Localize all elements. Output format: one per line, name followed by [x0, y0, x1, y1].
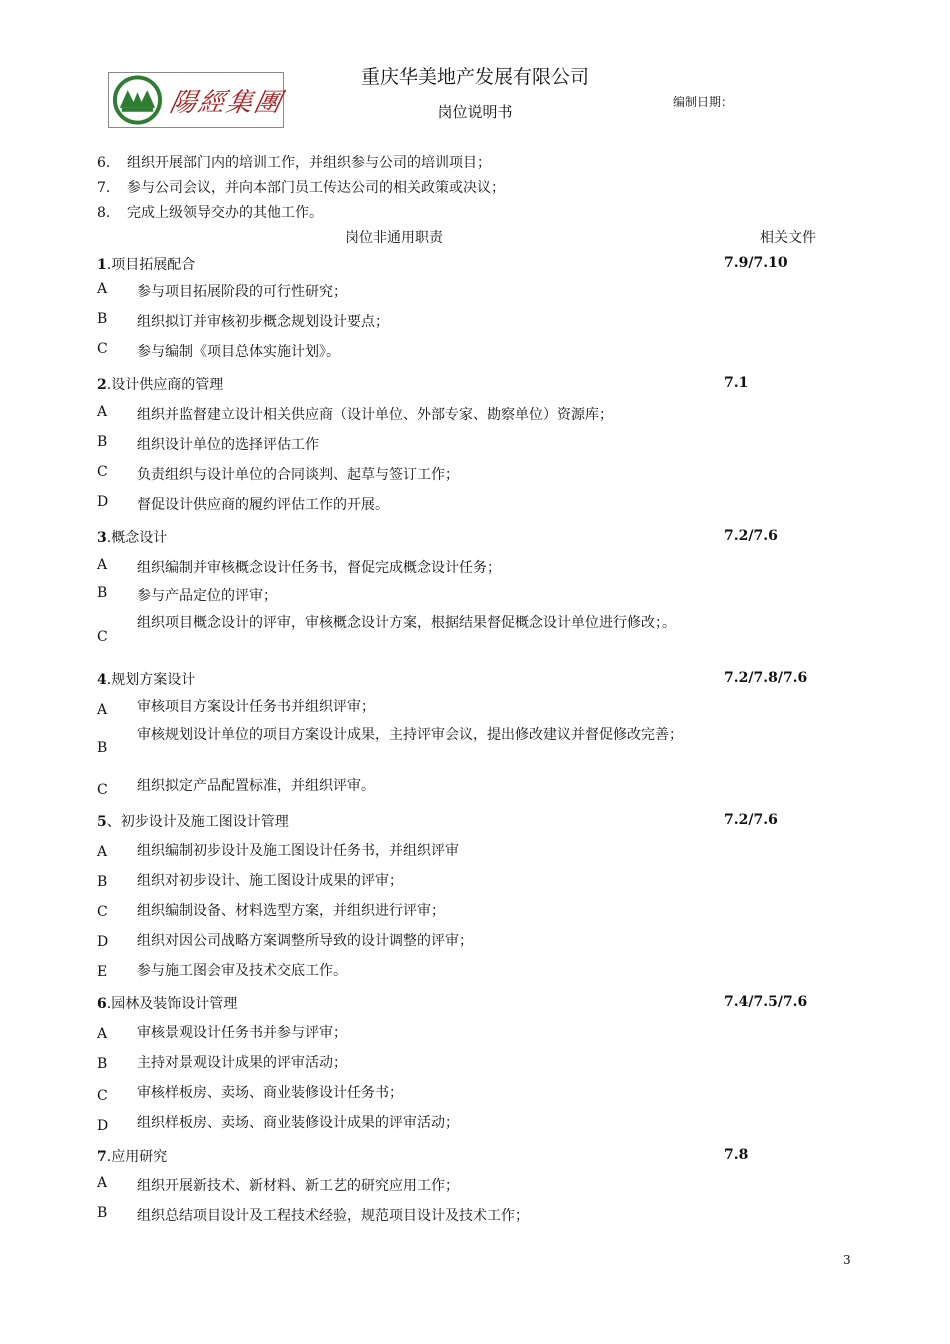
section-heading: 7.应用研究 — [97, 1149, 168, 1165]
section-reference: 7.2/7.6 — [724, 812, 778, 828]
section-heading: 1.项目拓展配合 — [97, 257, 196, 273]
general-item: 8. 完成上级领导交办的其他工作。 — [97, 205, 323, 221]
page-number: 3 — [843, 1253, 851, 1267]
general-item: 7. 参与公司会议，并向本部门员工传达公司的相关政策或决议； — [97, 180, 505, 196]
column-header-duties: 岗位非通用职责 — [345, 230, 443, 246]
section-heading: 6.园林及装饰设计管理 — [97, 996, 238, 1012]
section-heading: 3.概念设计 — [97, 530, 168, 546]
company-name: 重庆华美地产发展有限公司 — [360, 66, 589, 88]
section-reference: 7.2/7.6 — [724, 528, 778, 544]
general-item: 6. 组织开展部门内的培训工作，并组织参与公司的培训项目； — [97, 155, 491, 171]
column-header-docs: 相关文件 — [760, 230, 816, 246]
document-title: 岗位说明书 — [437, 103, 513, 121]
section-reference: 7.2/7.8/7.6 — [724, 670, 808, 686]
logo-script-text: 陽經集團 — [167, 87, 286, 118]
section-reference: 7.9/7.10 — [724, 255, 788, 271]
section-heading: 2.设计供应商的管理 — [97, 377, 224, 393]
date-label: 编制日期： — [673, 95, 734, 109]
company-logo — [108, 72, 284, 128]
section-heading: 5、初步设计及施工图设计管理 — [97, 814, 289, 830]
logo-emblem-icon — [110, 74, 165, 126]
section-reference: 7.4/7.5/7.6 — [724, 994, 808, 1010]
section-heading: 4.规划方案设计 — [97, 672, 196, 688]
section-reference: 7.8 — [724, 1147, 749, 1163]
section-reference: 7.1 — [724, 375, 749, 391]
